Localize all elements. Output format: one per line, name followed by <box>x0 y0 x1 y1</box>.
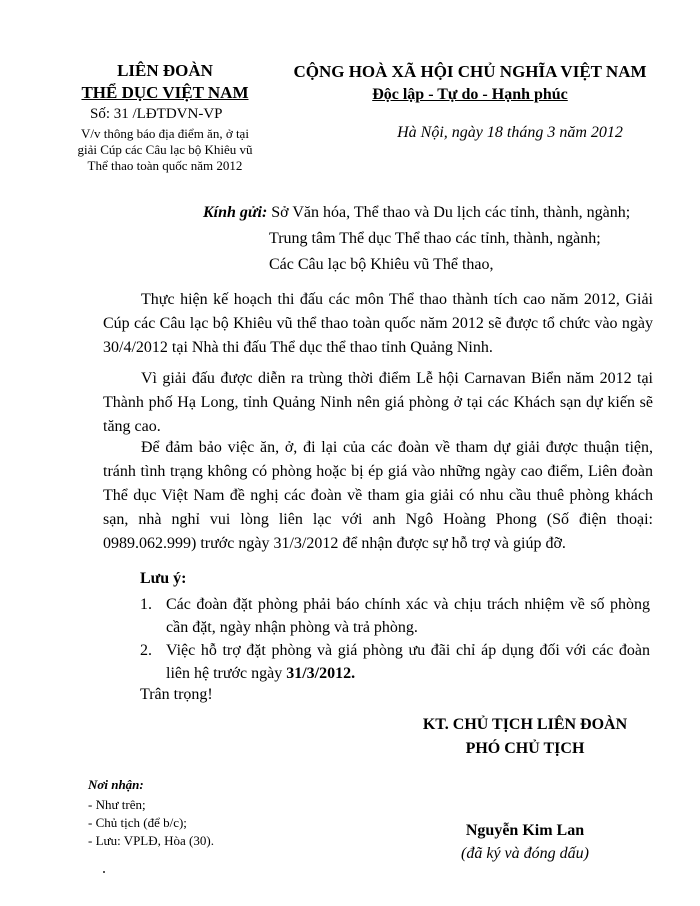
body-paragraph-1 <box>103 288 653 360</box>
cc-item: - Lưu: VPLĐ, Hòa (30). <box>88 833 214 848</box>
note-text: Các đoàn đặt phòng phải báo chính xác và chịu trách nhiệm về số phòng cần đặt, ngày nhận phòng và trả phòng. <box>166 596 650 636</box>
national-title: CỘNG HOÀ XÃ HỘI CHỦ NGHĨA VIỆT NAM <box>293 62 647 81</box>
org-line-2: THỂ DỤC VIỆT NAM <box>81 83 249 102</box>
cc-item: - Như trên; <box>88 797 146 812</box>
body-paragraph-3 <box>103 436 653 556</box>
dateline: Hà Nội, ngày 18 tháng 3 năm 2012 <box>397 124 623 141</box>
document-subject: V/v thông báo địa điểm ăn, ở tại giải Cúp các Câu lạc bộ Khiêu vũ Thể thao toàn quốc năm 2012 <box>77 126 253 173</box>
paragraph-text: Vì giải đấu được diễn ra trùng thời điểm Lễ hội Carnavan Biển năm 2012 tại Thành phố Hạ Long, tỉnh Quảng Ninh nên giá phòng ở tại các Khách sạn dự kiến sẽ tăng cao. <box>103 370 653 435</box>
closing-salutation: Trân trọng! <box>140 686 213 703</box>
cc-title: Nơi nhận: <box>88 777 144 792</box>
document-number: Số: 31 /LĐTDVN-VP <box>90 106 223 122</box>
org-line-1: LIÊN ĐOÀN <box>117 61 213 80</box>
note-item <box>140 593 650 639</box>
notes-title: Lưu ý: <box>140 570 187 587</box>
national-motto: Độc lập - Tự do - Hạnh phúc <box>372 86 568 103</box>
note-deadline: 31/3/2012. <box>286 665 356 682</box>
cc-item: - Chủ tịch (để b/c); <box>88 815 187 830</box>
recipient-line: Các Câu lạc bộ Khiêu vũ Thể thao, <box>269 256 494 273</box>
signature-title: KT. CHỦ TỊCH LIÊN ĐOÀN <box>422 716 628 733</box>
note-number: 2. <box>140 642 152 659</box>
organization-name <box>65 60 265 104</box>
signature-subtitle: PHÓ CHỦ TỊCH <box>465 740 585 757</box>
body-paragraph-2 <box>103 367 653 439</box>
signed-note: (đã ký và đóng dấu) <box>461 845 589 862</box>
note-item <box>140 639 650 685</box>
recipient-line: Sở Văn hóa, Thể thao và Du lịch các tỉnh, thành, ngành; <box>271 204 631 221</box>
signer-name: Nguyễn Kim Lan <box>465 822 585 839</box>
recipients-block <box>203 200 630 278</box>
cc-list <box>88 796 214 850</box>
recipients-label: Kính gửi: <box>203 204 268 221</box>
recipient-line: Trung tâm Thể dục Thể thao các tỉnh, thành, ngành; <box>269 230 601 247</box>
paragraph-text: Thực hiện kế hoạch thi đấu các môn Thể thao thành tích cao năm 2012, Giải Cúp các Câu lạc bộ Khiêu vũ thể thao toàn quốc năm 2012 sẽ được tổ chức vào ngày 30/4/2012 tại Nhà thi đấu Thể dục thể thao tỉnh Quảng Ninh. <box>103 291 653 356</box>
paragraph-text: Để đảm bảo việc ăn, ở, đi lại của các đoàn về tham dự giải được thuận tiện, tránh tình trạng không có phòng hoặc bị ép giá vào những ngày cao điểm, Liên đoàn Thể dục Việt Nam đề nghị các đoàn về tham gia giải có nhu cầu thuê phòng khách sạn, nhà nghỉ vui lòng liên lạc với anh Ngô Hoàng Phong (Số điện thoại: 0989.062.999) trước ngày 31/3/2012 để nhận được sự hỗ trợ và giúp đỡ. <box>103 439 653 552</box>
stray-mark <box>103 871 105 873</box>
note-text: Việc hỗ trợ đặt phòng và giá phòng ưu đãi chỉ áp dụng đối với các đoàn liên hệ trước ngày <box>166 642 650 682</box>
notes-list <box>140 593 650 685</box>
note-number: 1. <box>140 596 152 613</box>
